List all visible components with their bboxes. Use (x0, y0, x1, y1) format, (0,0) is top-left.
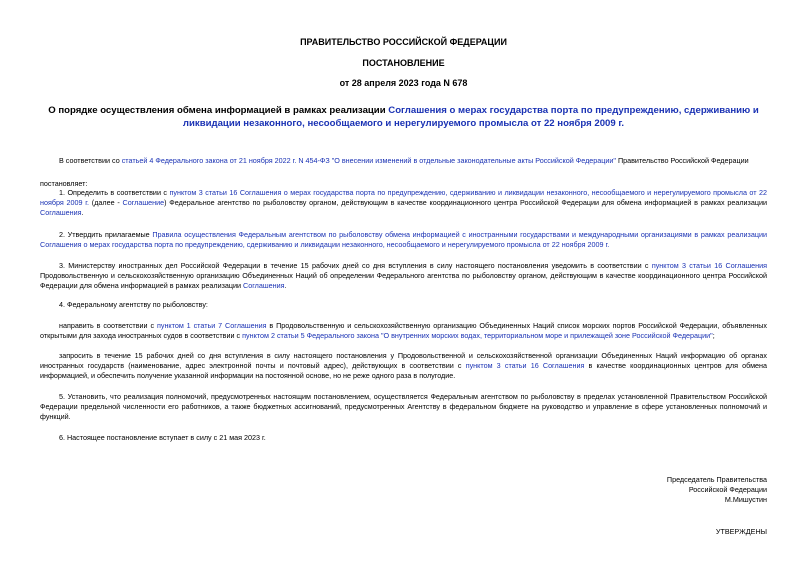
document-title: О порядке осуществления обмена информацией в рамках реализации Соглашения о мерах государства порта по предупреждению, сдерживанию и ликвидации незаконного, несообщаемого и нерегулируемого промысла от 22 ноября 2009 г. (48, 105, 759, 129)
signature-block (567, 475, 767, 505)
item-2-rules-link[interactable]: Правила осуществления Федеральным агентством по рыболовству обмена информацией с иностранными государствами и международными организациями в рамках реализации Соглашения о мерах государства порта по предупреждению, сдерживанию и ликвидации незаконного, несообщаемого и нерегулируемого промысла от 22 ноября 2009 г. (40, 230, 767, 249)
signature-name: М.Мишустин (724, 495, 767, 504)
item-4-paragraph: 4. Федеральному агентству по рыболовству: (59, 300, 208, 309)
item-1-agreement-link[interactable]: Соглашения о мерах государства порта по предупреждению, сдерживанию и ликвидации незаконного, несообщаемого и нерегулируемого промысла от 22 ноября 2009 г. (40, 188, 767, 207)
item-1-article-link[interactable]: пунктом 3 статьи 16 (169, 188, 238, 197)
item-1-agreement-gen-link[interactable]: Соглашения (40, 208, 82, 217)
document-type: ПОСТАНОВЛЕНИЕ (362, 58, 445, 68)
item-4a-article-link[interactable]: пунктом 1 статьи 7 Соглашения (156, 321, 267, 330)
signature-position: Председатель Правительства (666, 475, 767, 484)
signature-country: Российской Федерации (688, 485, 767, 494)
item-4b-article-link[interactable]: пунктом 3 статьи 16 Соглашения (465, 361, 585, 370)
item-4b-paragraph: запросить в течение 15 рабочих дней со дня вступления в силу настоящего постановления у Продовольственной и сельскохозяйственной организации Объединенных Наций информацию об органах иностранных государств (наименование, адрес электронной почты и почтовый адрес), действующих в соответствии с пунктом 3 статьи 16 Соглашения в качестве координационных центров для обмена информацией, и обеспечить получение указанной информации на постоянной основе, но не реже одного раза в полугодие. (40, 351, 767, 380)
decrees-paragraph: постановляет: (40, 179, 88, 188)
approved-label: УТВЕРЖДЕНЫ (715, 527, 767, 536)
government-heading: ПРАВИТЕЛЬСТВО РОССИЙСКОЙ ФЕДЕРАЦИИ (300, 37, 507, 47)
item-6-paragraph: 6. Настоящее постановление вступает в силу с 21 мая 2023 г. (59, 433, 266, 442)
item-4a-law-link[interactable]: пунктом 2 статьи 5 Федерального закона "О внутренних морских водах, территориальном море и прилежащей зоне Российской Федерации" (242, 331, 713, 340)
date-number: от 28 апреля 2023 года N 678 (339, 78, 468, 88)
title-agreement-link[interactable]: Соглашения о мерах государства порта по предупреждению, сдерживанию и ликвидации незаконного, несообщаемого и нерегулируемого промысла от 22 ноября 2009 г. (182, 105, 759, 129)
item-3-agreement-link[interactable]: Соглашения (243, 281, 285, 290)
item-1-agreement-short-link[interactable]: Соглашение (122, 198, 165, 207)
item-4a-paragraph: направить в соответствии с пунктом 1 статьи 7 Соглашения в Продовольственную и сельскохозяйственную организацию Объединенных Наций список морских портов Российской Федерации, объявленных открытыми для захода иностранных судов в соответствии с пунктом 2 статьи 5 Федерального закона "О внутренних морских водах, территориальном море и прилежащей зоне Российской Федерации"; (40, 321, 767, 340)
item-2-paragraph: 2. Утвердить прилагаемые Правила осуществления Федеральным агентством по рыболовству обмена информацией с иностранными государствами и международными организациями в рамках реализации Соглашения о мерах государства порта по предупреждению, сдерживанию и ликвидации незаконного, несообщаемого и нерегулируемого промысла от 22 ноября 2009 г. (40, 230, 767, 249)
item-1-paragraph: 1. Определить в соответствии с пунктом 3 статьи 16 Соглашения о мерах государства порта по предупреждению, сдерживанию и ликвидации незаконного, несообщаемого и нерегулируемого промысла от 22 ноября 2009 г. (далее - Соглашение) Федеральное агентство по рыболовству органом, действующим в качестве координационного центра Российской Федерации для обмена информацией в рамках реализации Соглашения. (40, 188, 767, 217)
preamble-paragraph: В соответствии со статьей 4 Федерального закона от 21 ноября 2022 г. N 454-ФЗ "О внесении изменений в отдельные законодательные акты Российской Федерации" Правительство Российской Федерации (59, 156, 749, 165)
item-5-paragraph: 5. Установить, что реализация полномочий, предусмотренных настоящим постановлением, осуществляется Федеральным агентством по рыболовству в пределах установленной Правительством Российской Федерации предельной численности его работников, а также бюджетных ассигнований, предусмотренных Агентству в федеральном бюджете на руководство и управление в сфере установленных полномочий и функций. (40, 392, 767, 421)
preamble-law-link[interactable]: статьей 4 Федерального закона от 21 ноября 2022 г. N 454-ФЗ "О внесении изменений в отдельные законодательные акты Российской Федерации" (121, 156, 616, 165)
item-3-paragraph: 3. Министерству иностранных дел Российской Федерации в течение 15 рабочих дней со дня вступления в силу настоящего постановления уведомить в соответствии с пунктом 3 статьи 16 Соглашения Продовольственную и сельскохозяйственную организацию Объединенных Наций об определении Федерального агентства по рыболовству органом, действующим в качестве координационного центра Российской Федерации для обмена информацией в рамках реализации Соглашения. (40, 261, 767, 290)
item-3-article-link[interactable]: пунктом 3 статьи 16 Соглашения (651, 261, 767, 270)
